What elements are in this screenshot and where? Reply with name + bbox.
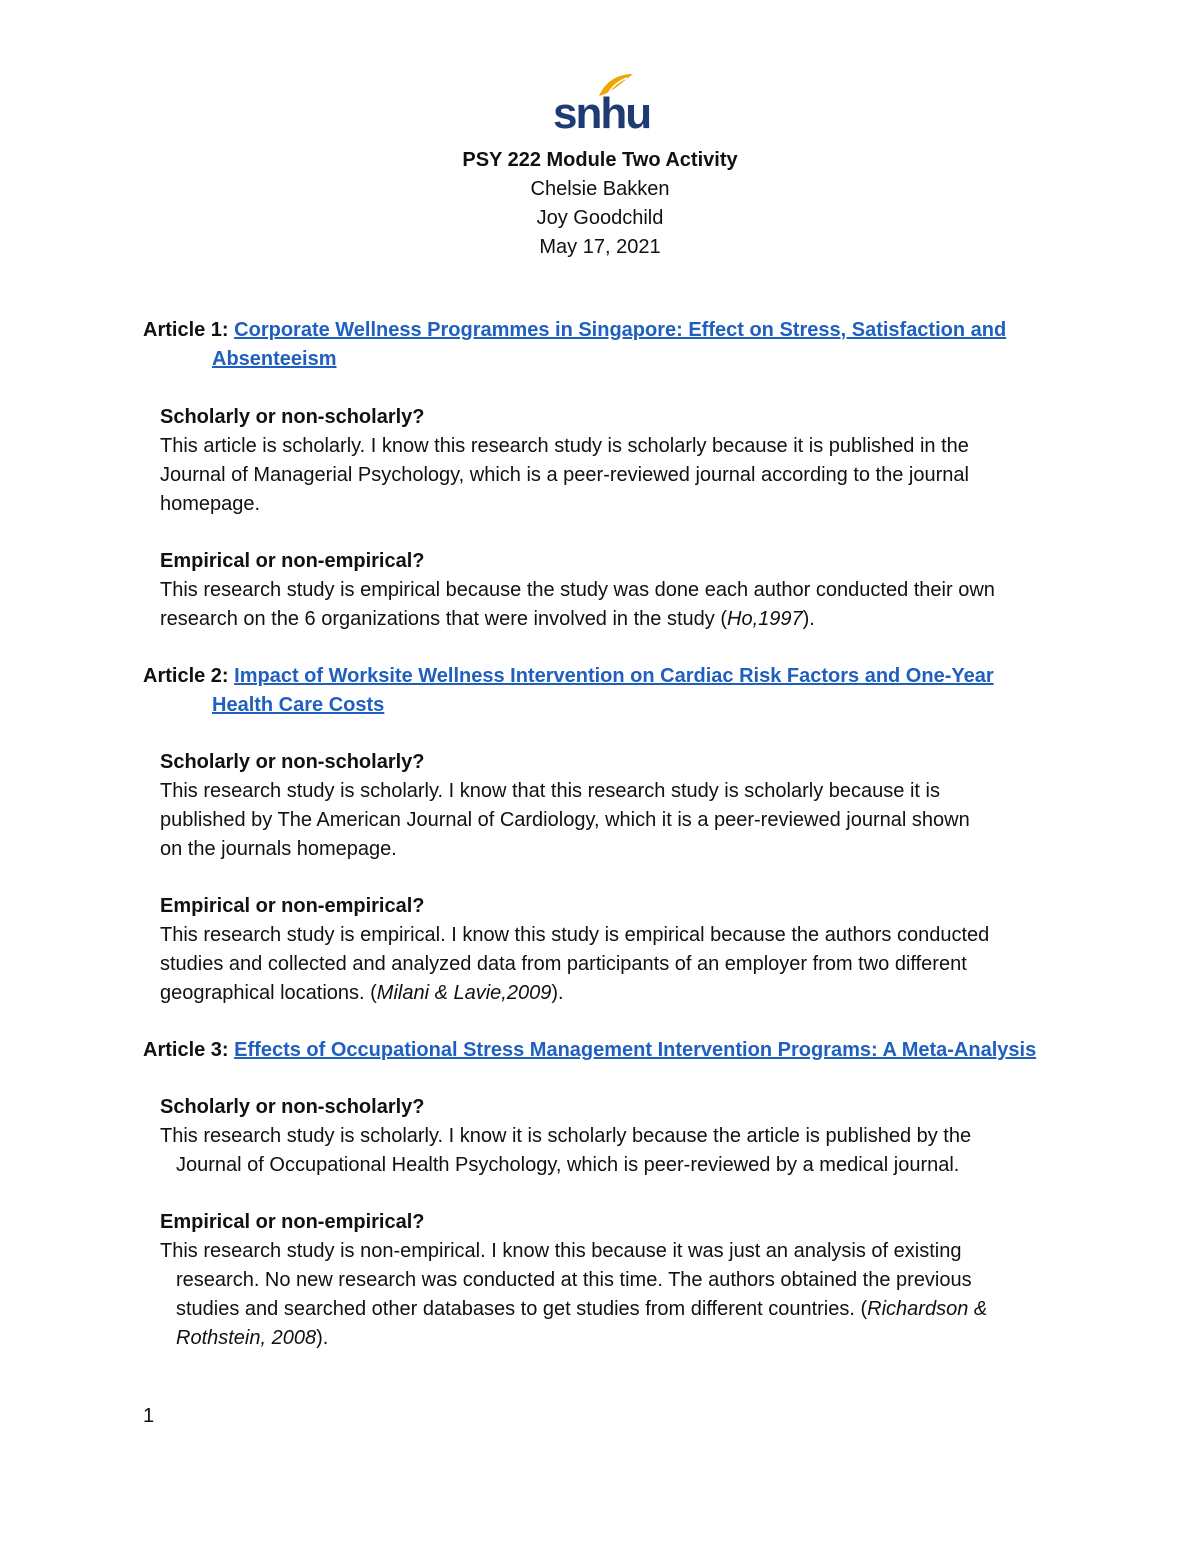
scholarly-question: Scholarly or non-scholarly? [160, 1096, 425, 1118]
document-header [0, 146, 1200, 262]
scholarly-answer: published by The American Journal of Cardiology, which it is a peer-reviewed journal shown [160, 809, 970, 831]
empirical-answer: This research study is non-empirical. I know this because it was just an analysis of existing [160, 1240, 962, 1262]
article-link-continued[interactable]: Health Care Costs [212, 694, 385, 716]
empirical-answer: This research study is empirical because the study was done each author conducted their own [160, 579, 995, 601]
article-heading [143, 662, 994, 690]
scholarly-answer: homepage. [160, 493, 261, 515]
snhu-logo [553, 72, 651, 140]
article-link[interactable]: Impact of Worksite Wellness Intervention on Cardiac Risk Factors and One-Year [234, 665, 994, 687]
empirical-answer: This research study is empirical. I know this study is empirical because the authors conducted [160, 924, 990, 946]
article-heading [143, 1036, 1036, 1064]
scholarly-answer: This research study is scholarly. I know that this research study is scholarly because it is [160, 780, 940, 802]
empirical-answer: research. No new research was conducted at this time. The authors obtained the previous [176, 1269, 972, 1291]
article-label: Article 2: [143, 665, 229, 687]
article-link[interactable]: Effects of Occupational Stress Management Intervention Programs: A Meta-Analysis [234, 1039, 1037, 1061]
logo-wordmark: snhu [553, 89, 651, 138]
citation: Richardson & [867, 1298, 988, 1320]
scholarly-answer: This article is scholarly. I know this research study is scholarly because it is published in the [160, 435, 969, 457]
citation: Rothstein, 2008 [176, 1327, 317, 1349]
empirical-answer: studies and searched other databases to get studies from different countries. (Richardson & [176, 1298, 988, 1320]
article-link-continued[interactable]: Absenteeism [212, 348, 337, 370]
scholarly-answer: This research study is scholarly. I know it is scholarly because the article is published by the [160, 1125, 972, 1147]
instructor-name: Joy Goodchild [536, 207, 664, 229]
article-label: Article 1: [143, 319, 229, 341]
scholarly-answer: on the journals homepage. [160, 838, 397, 860]
empirical-question: Empirical or non-empirical? [160, 895, 425, 917]
empirical-answer: geographical locations. (Milani & Lavie,2009). [160, 982, 564, 1004]
assignment-title: PSY 222 Module Two Activity [462, 149, 738, 171]
citation: Milani & Lavie,2009 [376, 982, 552, 1004]
scholarly-question: Scholarly or non-scholarly? [160, 406, 425, 428]
document-date: May 17, 2021 [539, 236, 661, 258]
citation: Ho,1997 [727, 608, 803, 630]
empirical-question: Empirical or non-empirical? [160, 550, 425, 572]
empirical-answer: Rothstein, 2008). [176, 1327, 329, 1349]
scholarly-answer: Journal of Occupational Health Psychology, which is peer-reviewed by a medical journal. [176, 1154, 960, 1176]
empirical-answer: research on the 6 organizations that were involved in the study (Ho,1997). [160, 608, 815, 630]
scholarly-question: Scholarly or non-scholarly? [160, 751, 425, 773]
empirical-question: Empirical or non-empirical? [160, 1211, 425, 1233]
student-name: Chelsie Bakken [530, 178, 670, 200]
empirical-answer: studies and collected and analyzed data from participants of an employer from two different [160, 953, 967, 975]
article-heading [143, 316, 1006, 344]
page-number: 1 [143, 1405, 155, 1427]
article-label: Article 3: [143, 1039, 229, 1061]
scholarly-answer: Journal of Managerial Psychology, which is a peer-reviewed journal according to the journal [160, 464, 969, 486]
article-link[interactable]: Corporate Wellness Programmes in Singapore: Effect on Stress, Satisfaction and [234, 319, 1007, 341]
